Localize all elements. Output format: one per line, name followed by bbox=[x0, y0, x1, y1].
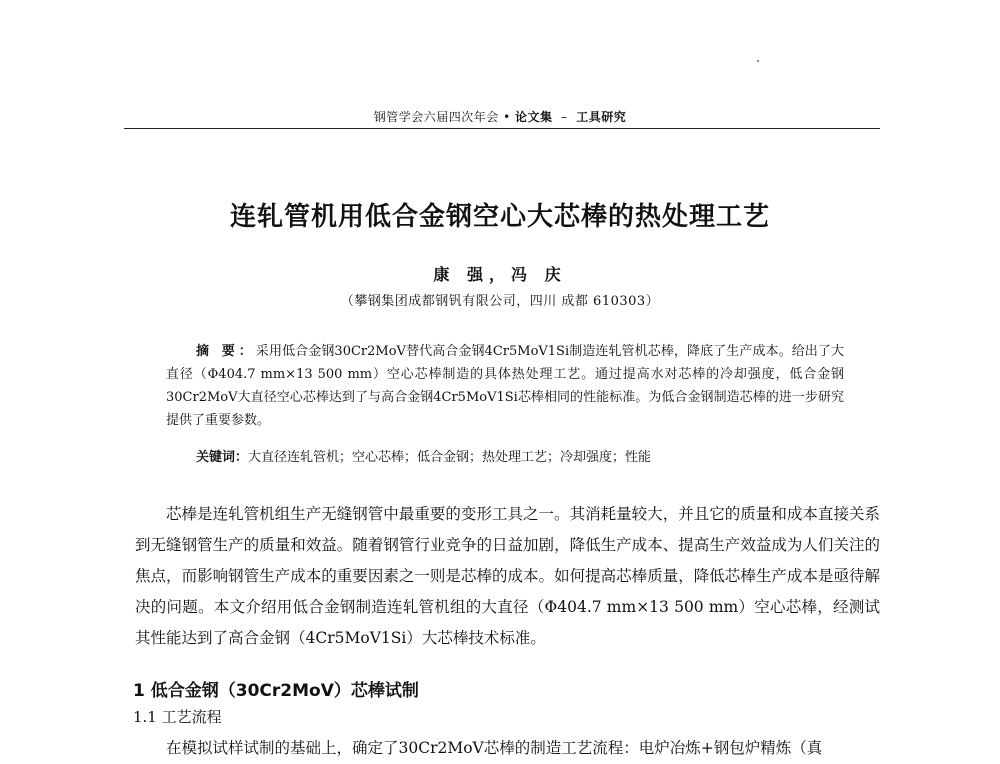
abstract-label: 摘 要： bbox=[196, 344, 256, 359]
intro-paragraph: 芯棒是连轧管机组生产无缝钢管中最重要的变形工具之一。其消耗量较大，并且它的质量和成本直接关系到无缝钢管生产的质量和效益。随着钢管行业竞争的日益加剧，降低生产成本、提高生产效益成为人们关注的焦点，而影响钢管生产成本的重要因素之一则是芯棒的成本。如何提高芯棒质量，降低芯棒生产成本是亟待解决的问题。本文介绍用低合金钢制造连轧管机组的大直径（Φ404.7 mm×13 500 mm）空心芯棒，经测试其性能达到了高合金钢（4Cr5MoV1Si）大芯棒技术标准。 bbox=[135, 505, 880, 647]
header-separator: • bbox=[503, 110, 511, 124]
keywords bbox=[196, 446, 846, 465]
keywords-text: 大直径连轧管机；空心芯棒；低合金钢；热处理工艺；冷却强度；性能 bbox=[248, 450, 652, 465]
abstract bbox=[166, 340, 844, 432]
header-rule bbox=[124, 128, 880, 129]
abstract-text: 采用低合金钢30Cr2MoV替代高合金钢4Cr5MoV1Si制造连轧管机芯棒，降底了生产成本。给出了大直径（Φ404.7 mm×13 500 mm）空心芯棒制造的具体热处理工艺。通过提高水对芯棒的冷却强度，低合金钢30Cr2MoV大直径空心芯棒达到了与高合金钢4Cr5MoV1Si芯棒相同的性能标准。为低合金钢制造芯棒的进一步研究提供了重要参数。 bbox=[166, 344, 844, 428]
header-section: 工具研究 bbox=[576, 110, 627, 124]
keywords-label: 关键词： bbox=[196, 450, 249, 465]
section-heading: 1 低合金钢（30Cr2MoV）芯棒试制 bbox=[133, 681, 419, 701]
affiliation: （攀钢集团成都钢钒有限公司，四川 成都 610303） bbox=[340, 294, 660, 309]
paper-title: 连轧管机用低合金钢空心大芯棒的热处理工艺 bbox=[229, 202, 770, 232]
header-dash: – bbox=[561, 110, 568, 124]
running-header bbox=[0, 108, 1000, 125]
subsection-heading: 1.1 工艺流程 bbox=[133, 708, 222, 726]
header-prefix: 钢管学会六届四次年会 bbox=[373, 110, 499, 124]
header-collection: 论文集 bbox=[514, 110, 553, 124]
scan-speck bbox=[757, 60, 759, 62]
authors: 康 强，冯 庆 bbox=[433, 265, 567, 284]
section-paragraph: 在模拟试样试制的基础上，确定了30Cr2MoV芯棒的制造工艺流程：电炉冶炼+钢包炉精炼（真 bbox=[166, 739, 823, 757]
